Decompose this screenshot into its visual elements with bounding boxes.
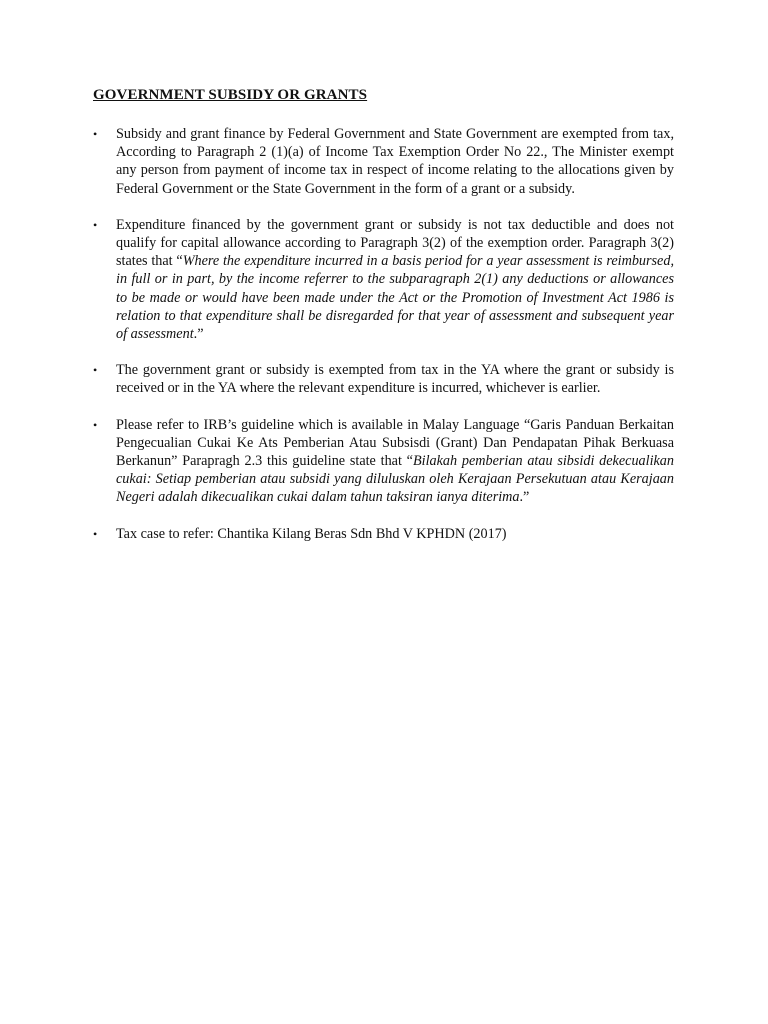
list-item-text: Tax case to refer: Chantika Kilang Beras Sdn Bhd V KPHDN (2017) [116,525,507,542]
list-item [93,216,674,343]
list-item [93,416,674,507]
quoted-paragraph-3-2: Where the expenditure incurred in a basis period for a year assessment is reimbursed, in full or in part, by the income referrer to the subparagraph 2(1) any deductions or allowances to be made or would have been made under the Act or the Promotion of Investment Act 1986 is relation to that expenditure shall be disregarded for that year of assessment and subsequent year of assessment [116,253,674,343]
bullet-icon: • [93,363,98,378]
quote-close: .” [519,489,530,506]
page-title: GOVERNMENT SUBSIDY OR GRANTS [93,87,368,103]
list-item-text: Expenditure financed by the government grant or subsidy is not tax deductible and does not qualify for capital allowance according to Paragraph 3(2) of the exemption order. Paragraph 3(2) states that “ [116,216,674,270]
list-item-text: Please refer to IRB’s guideline which is available in Malay Language “Garis Panduan Berkaitan Pengecualian Cukai Ke Ats Pemberian Atau Subsisdi (Grant) Dan Pendapatan Pihak Berkuasa Berkanun” Parapragh 2.3 this guideline state that “ [116,416,674,470]
list-item [93,361,674,397]
quote-close: .” [193,326,204,343]
list-item [93,125,674,198]
list-item-text: The government grant or subsidy is exempted from tax in the YA where the grant or subsidy is received or in the YA where the relevant expenditure is incurred, whichever is earlier. [116,362,674,397]
list-item [93,525,674,543]
bullet-icon: • [93,526,98,541]
bullet-icon: • [93,127,98,141]
quoted-malay-guideline: Bilakah pemberian atau sibsidi dekecualikan cukai: Setiap pemberian atau subsidi yang diluluskan oleh Kerajaan Persekutuan atau Kerajaan Negeri adalah dikecualikan cukai dalam tahun taksiran ianya diterima [116,453,674,506]
bullet-list [93,125,674,543]
list-item-text: Subsidy and grant finance by Federal Government and State Government are exempted from tax, According to Paragraph 2 (1)(a) of Income Tax Exemption Order No 22., The Minister exempt any person from payment of income tax in respect of income relating to the allocations given by Federal Government or the State Government in the form of a grant or a subsidy. [116,126,674,197]
bullet-icon: • [93,217,98,232]
bullet-icon: • [93,417,98,432]
